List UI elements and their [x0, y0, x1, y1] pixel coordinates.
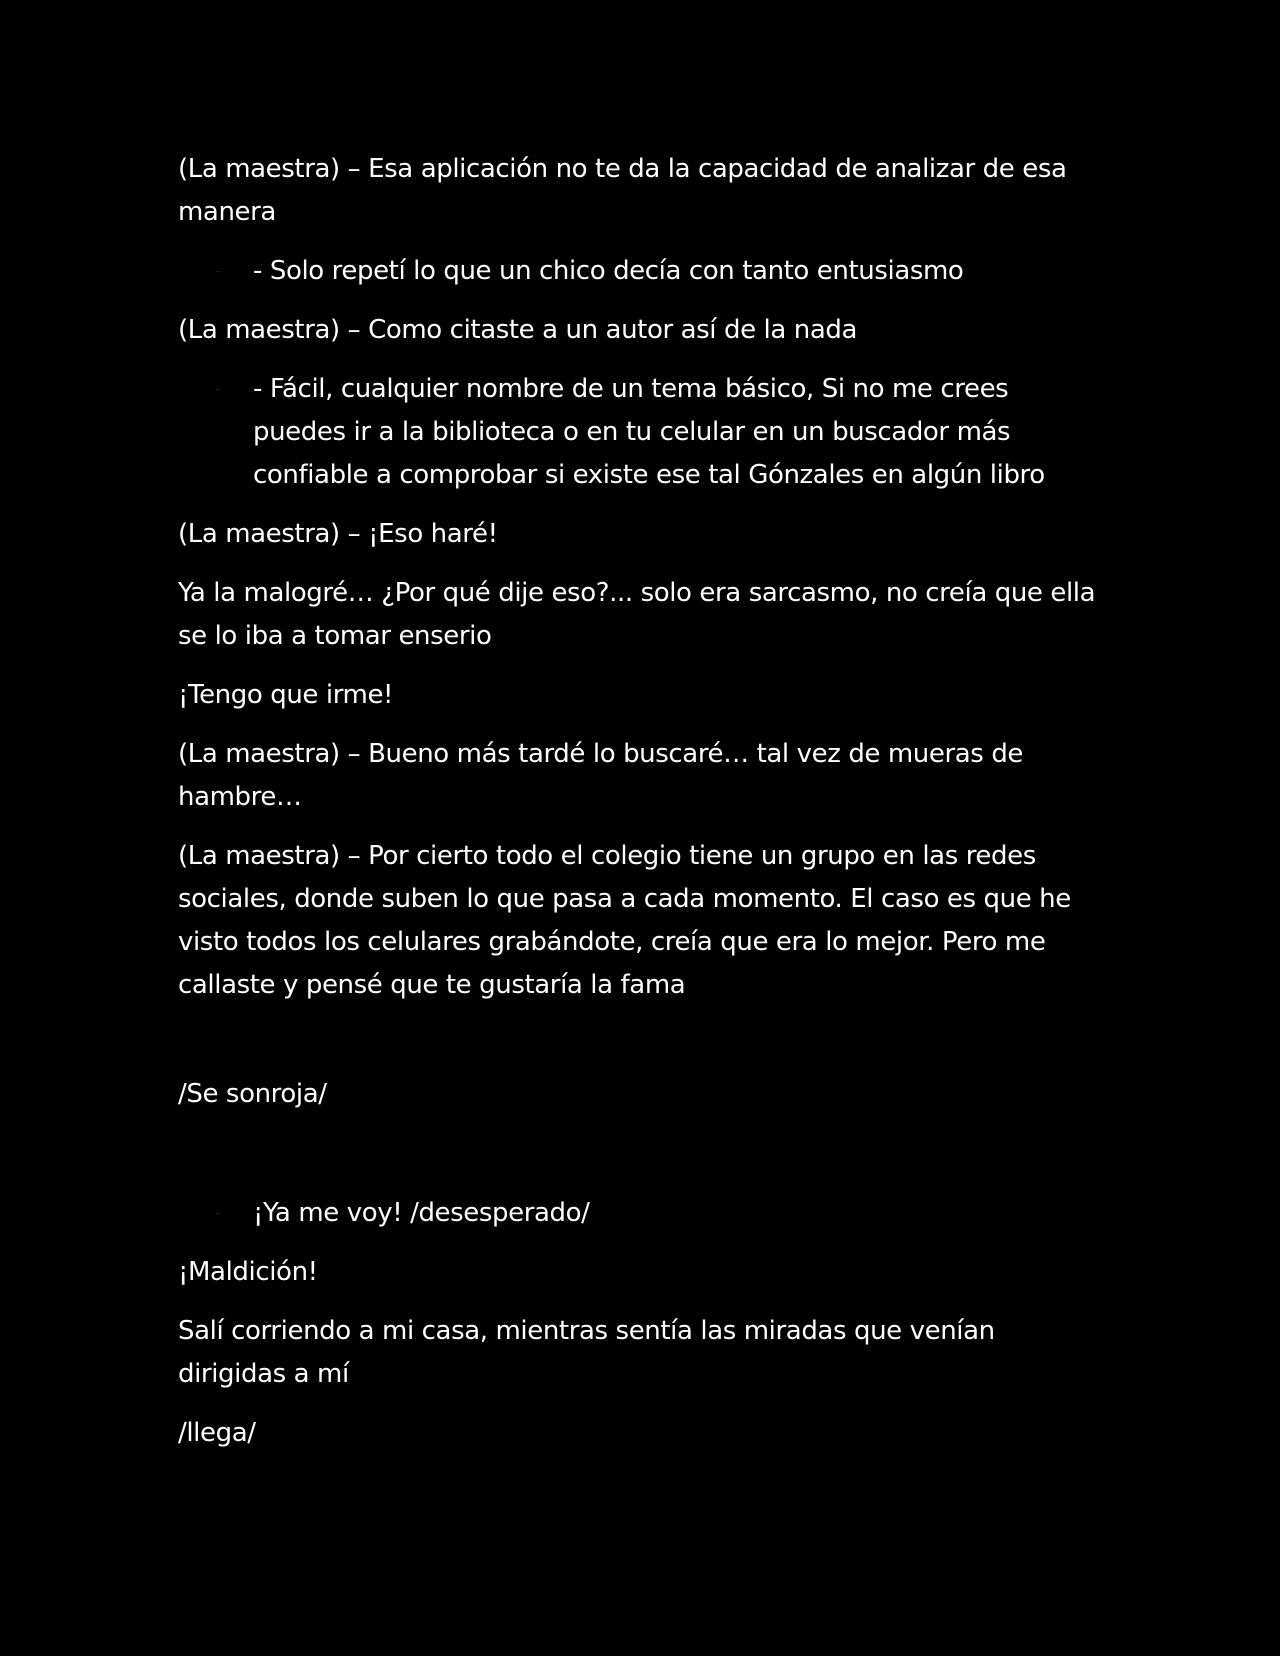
dialogue-text: ¡Ya me voy! /desesperado/: [253, 1198, 590, 1228]
dialogue-line-2: [178, 368, 1108, 497]
dialogue-text: - Solo repetí lo que un chico decía con tanto entusiasmo: [253, 256, 964, 286]
paragraph-exclamation-2: ¡Maldición!: [178, 1257, 318, 1287]
document-text-body: [178, 148, 1108, 1471]
paragraph-exclamation-1: ¡Tengo que irme!: [178, 680, 394, 710]
paragraph-teacher-2: (La maestra) – Como citaste a un autor así de la nada: [178, 315, 858, 345]
bullet-dash: -: [216, 264, 220, 278]
paragraph-teacher-5: (La maestra) – Por cierto todo el colegio tiene un grupo en las redes sociales, donde suben lo que pasa a cada momento. El caso es que he visto todos los celulares grabándote, creía que era lo mejor. Pero me callaste y pensé que te gustaría la fama: [178, 841, 1071, 1000]
paragraph-teacher-1: (La maestra) – Esa aplicación no te da la capacidad de analizar de esa manera: [178, 154, 1067, 227]
bullet-dash: -: [216, 382, 220, 396]
dialogue-line-3: [178, 1192, 1108, 1235]
paragraph-teacher-3: (La maestra) – ¡Eso haré!: [178, 519, 498, 549]
paragraph-stage-direction-2: /llega/: [178, 1418, 256, 1448]
dialogue-text: - Fácil, cualquier nombre de un tema básico, Si no me crees puedes ir a la biblioteca o en tu celular en un buscador más confiable a comprobar si existe ese tal Gónzales en algún libro: [253, 374, 1045, 490]
paragraph-stage-direction-1: /Se sonroja/: [178, 1079, 327, 1109]
paragraph-narration-1: Ya la malogré… ¿Por qué dije eso?... solo era sarcasmo, no creía que ella se lo iba a tomar enserio: [178, 578, 1096, 651]
paragraph-narration-2: Salí corriendo a mi casa, mientras sentía las miradas que venían dirigidas a mí: [178, 1316, 995, 1389]
paragraph-teacher-4: (La maestra) – Bueno más tardé lo buscaré… tal vez de mueras de hambre…: [178, 739, 1024, 812]
dialogue-line-1: [178, 250, 1108, 293]
spacer: [178, 1132, 1108, 1192]
spacer: [178, 1023, 1108, 1073]
bullet-dash: -: [216, 1206, 220, 1220]
